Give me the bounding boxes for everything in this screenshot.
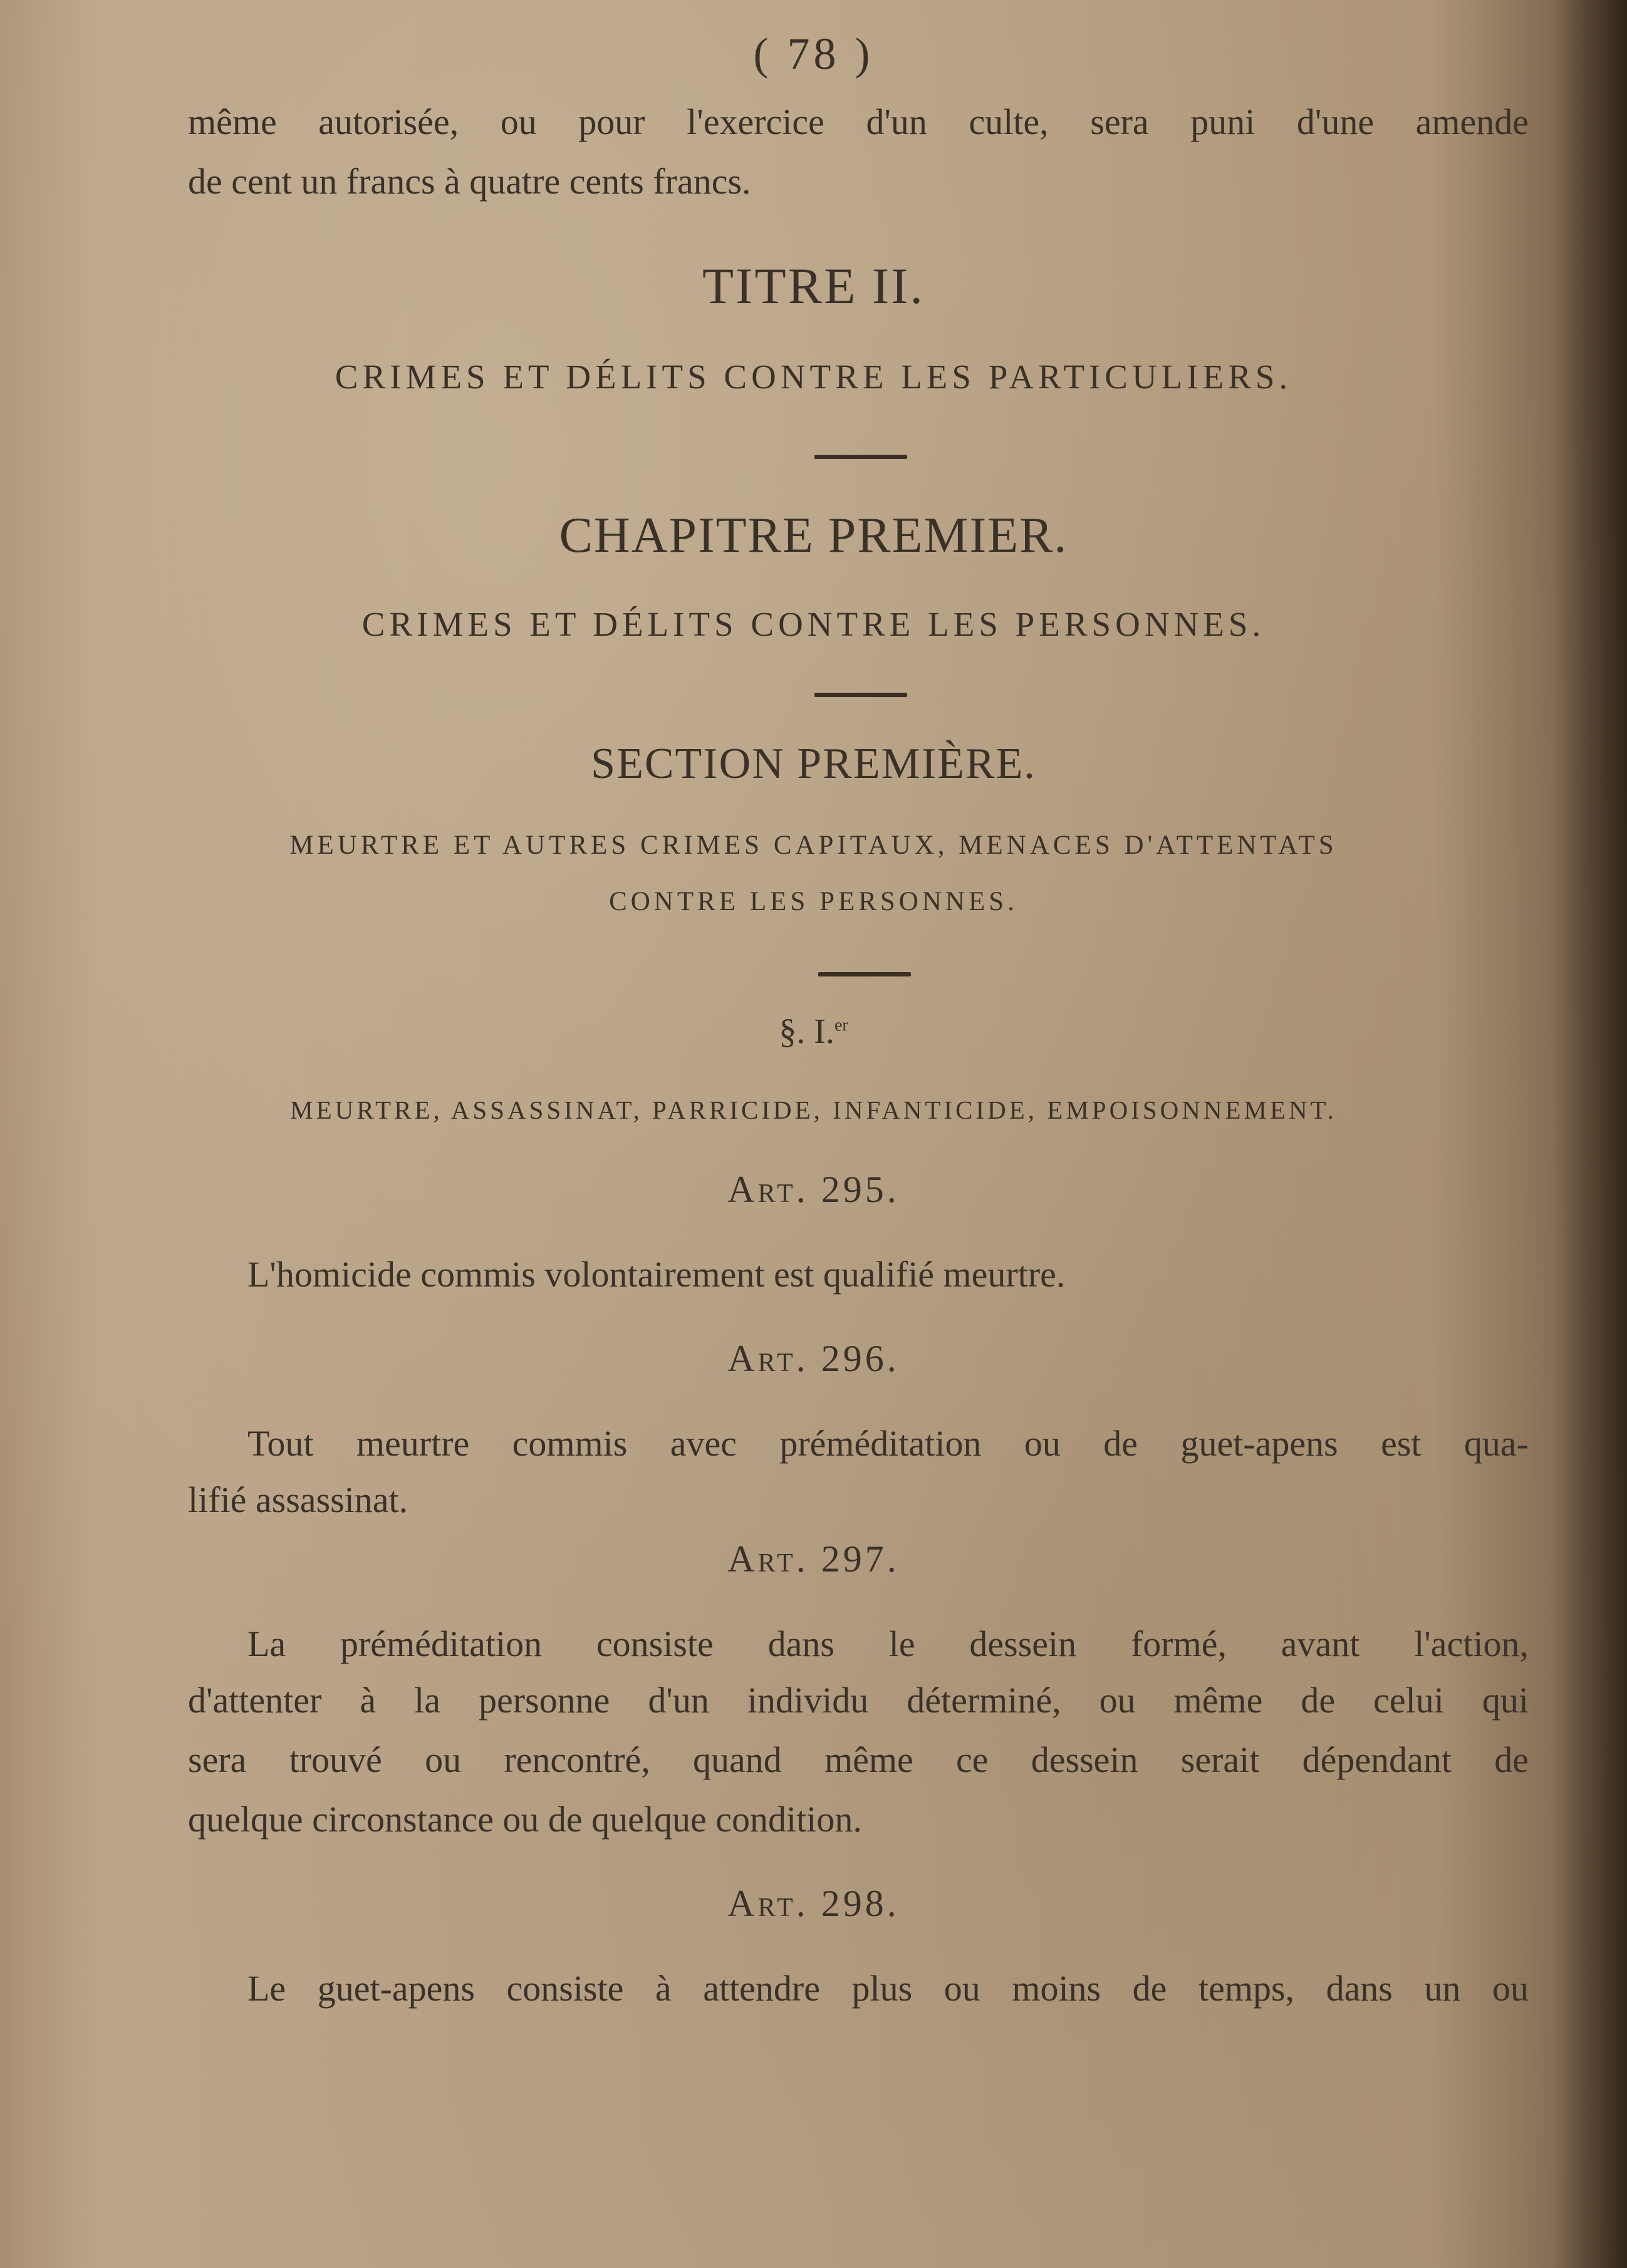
article-heading: Art. 295.	[727, 1169, 900, 1210]
section-heading: SECTION PREMIÈRE.	[591, 740, 1036, 788]
article-text-line: d'attenter à la personne d'un individu déterminé, ou même de celui qui	[188, 1680, 1529, 1721]
article-text-line: L'homicide commis volontairement est qualifié meurtre.	[247, 1254, 1066, 1295]
chapitre-heading: CHAPITRE PREMIER.	[559, 508, 1068, 563]
divider-rule	[818, 972, 911, 976]
paragraph-subtitle: MEURTRE, ASSASSINAT, PARRICIDE, INFANTICIDE, EMPOISONNEMENT.	[290, 1095, 1337, 1124]
article-text-line: lifié assassinat.	[188, 1479, 408, 1520]
article-heading: Art. 298.	[727, 1883, 900, 1924]
intro-line-1: même autorisée, ou pour l'exercice d'un culte, sera puni d'une amende	[188, 101, 1529, 142]
page-edge-shadow	[1552, 0, 1627, 2268]
article-heading: Art. 297.	[727, 1538, 900, 1580]
titre-subtitle: CRIMES ET DÉLITS CONTRE LES PARTICULIERS.	[335, 358, 1292, 396]
titre-heading: TITRE II.	[702, 257, 925, 314]
article-text-line: Le guet-apens consiste à attendre plus ou moins de temps, dans un ou	[247, 1968, 1529, 2009]
section-subtitle-line-2: CONTRE LES PERSONNES.	[609, 887, 1018, 916]
page-number: ( 78 )	[753, 29, 874, 79]
article-text-line: sera trouvé ou rencontré, quand même ce dessein serait dépendant de	[188, 1739, 1529, 1780]
article-text-line: La préméditation consiste dans le dessein formé, avant l'action,	[247, 1623, 1529, 1664]
article-text-line: Tout meurtre commis avec préméditation ou de guet-apens est qua-	[247, 1423, 1529, 1464]
intro-line-2: de cent un francs à quatre cents francs.	[188, 161, 751, 202]
article-heading: Art. 296.	[727, 1338, 900, 1379]
chapitre-subtitle: CRIMES ET DÉLITS CONTRE LES PERSONNES.	[361, 605, 1266, 643]
divider-rule	[814, 693, 907, 697]
divider-rule	[814, 455, 907, 459]
paragraph-symbol: §. I.$^{er}$	[779, 1012, 848, 1051]
article-text-line: quelque circonstance ou de quelque condition.	[188, 1799, 862, 1840]
section-subtitle-line-1: MEURTRE ET AUTRES CRIMES CAPITAUX, MENACES D'ATTENTATS	[289, 831, 1338, 860]
